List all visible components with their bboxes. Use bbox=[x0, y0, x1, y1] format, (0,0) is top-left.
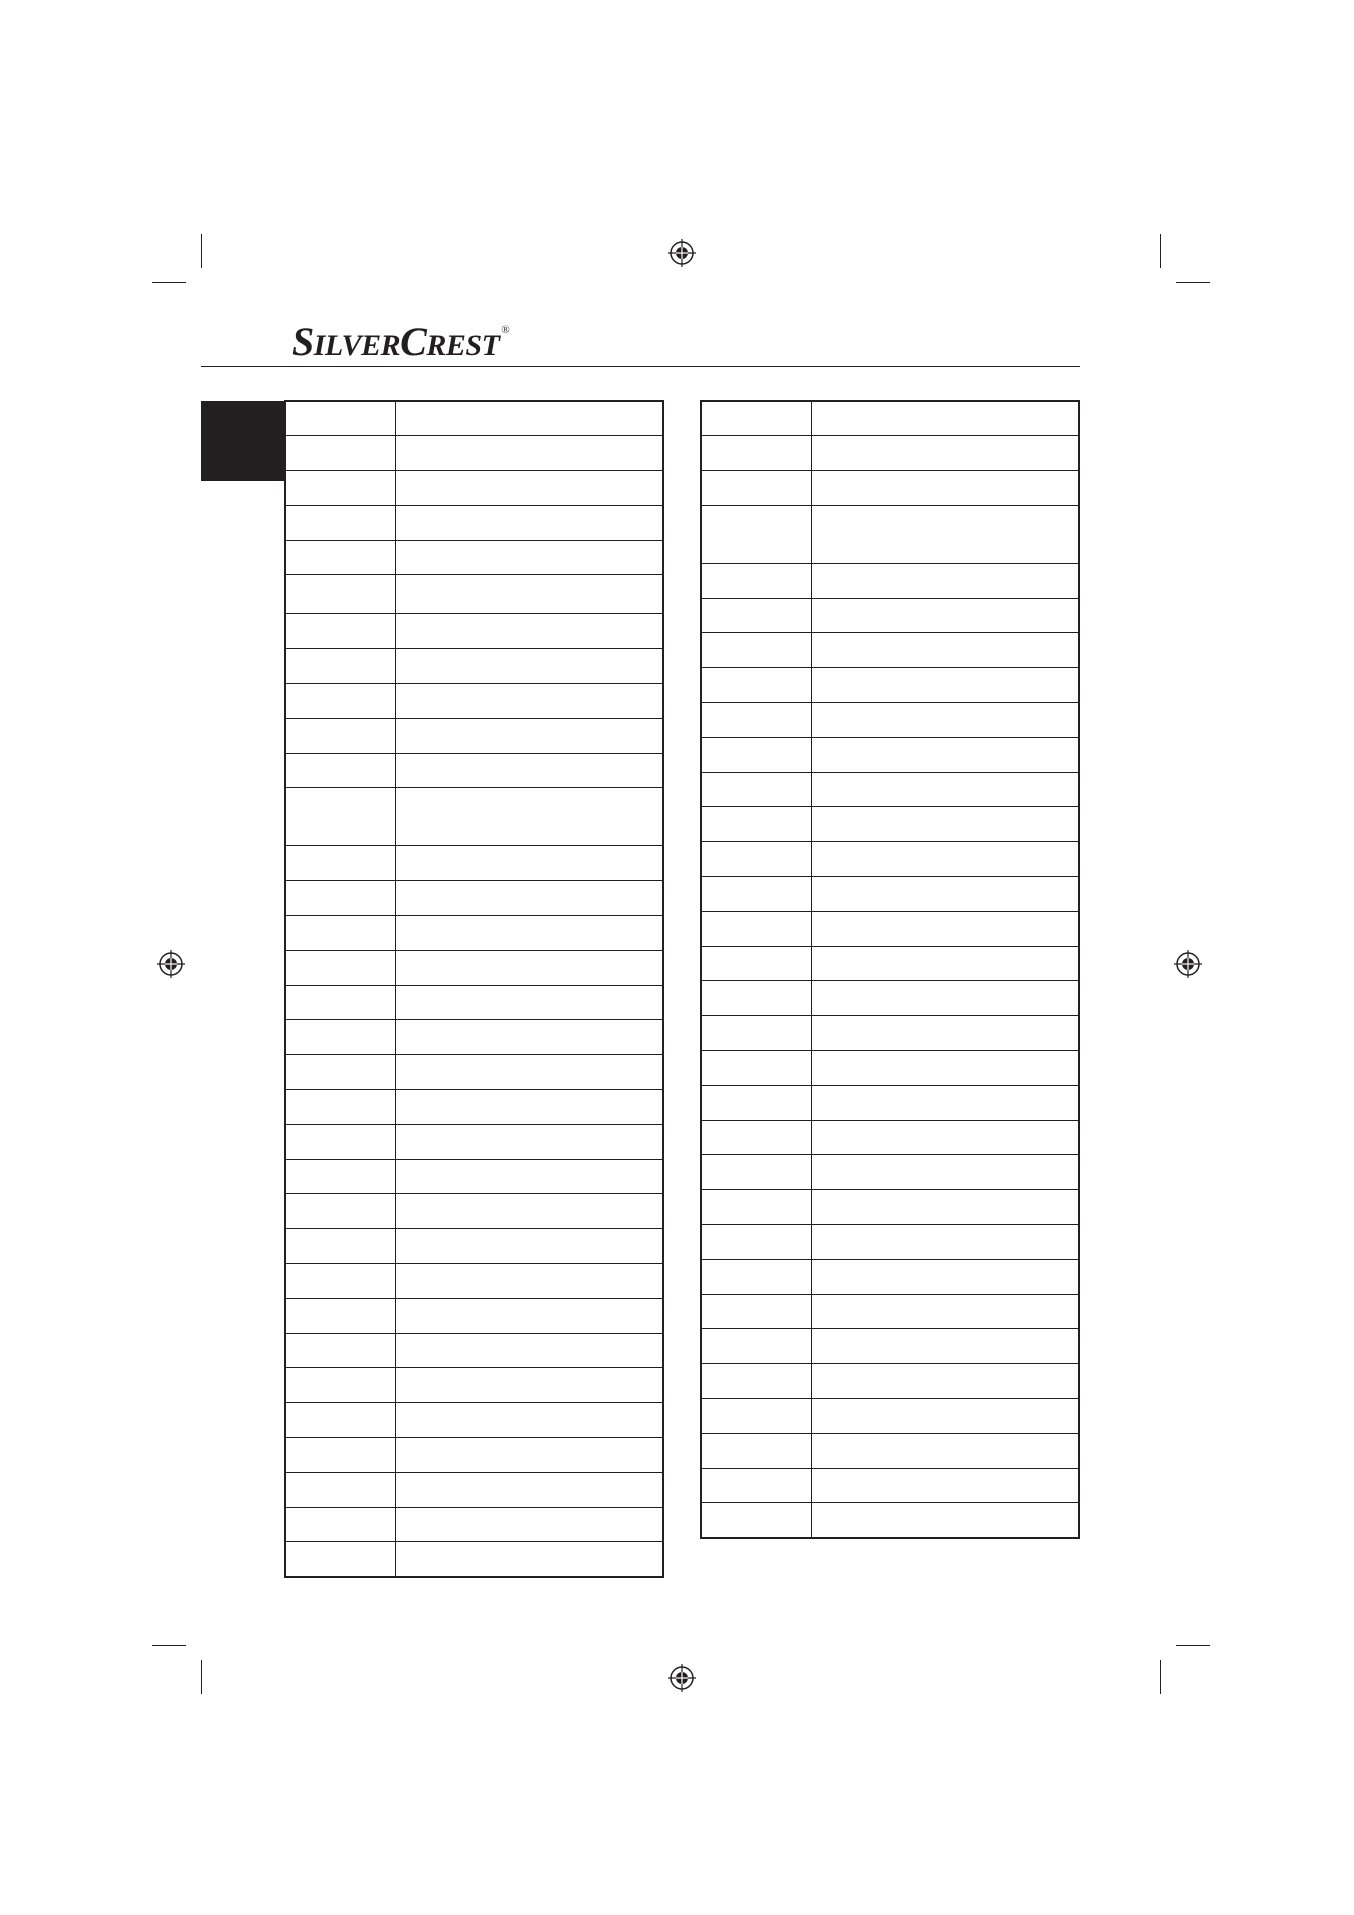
table-row bbox=[285, 436, 663, 471]
label-cell bbox=[396, 846, 664, 881]
label-cell bbox=[396, 505, 664, 540]
label-cell bbox=[396, 614, 664, 649]
label-cell bbox=[396, 1090, 664, 1125]
label-cell bbox=[812, 772, 1080, 807]
crop-mark-bottom-left-h bbox=[152, 1645, 186, 1646]
table-row bbox=[285, 471, 663, 506]
label-cell bbox=[396, 540, 664, 575]
table-row bbox=[285, 1368, 663, 1403]
table-row bbox=[701, 436, 1079, 471]
label-cell bbox=[812, 1503, 1080, 1538]
language-side-tab bbox=[201, 401, 285, 481]
table-row bbox=[701, 1329, 1079, 1364]
code-cell bbox=[701, 737, 812, 772]
code-cell bbox=[701, 598, 812, 633]
header-rule bbox=[201, 366, 1080, 367]
code-cell bbox=[285, 1124, 396, 1159]
crop-mark-bottom-left-v bbox=[201, 1660, 202, 1694]
code-cell bbox=[285, 1333, 396, 1368]
label-cell bbox=[812, 1294, 1080, 1329]
code-cell bbox=[285, 788, 396, 846]
crop-mark-top-right-v bbox=[1160, 234, 1161, 268]
code-cell bbox=[285, 1438, 396, 1473]
table-row bbox=[701, 737, 1079, 772]
label-cell bbox=[812, 1364, 1080, 1399]
table-row bbox=[701, 598, 1079, 633]
code-cell bbox=[285, 401, 396, 436]
label-cell bbox=[812, 1399, 1080, 1434]
registration-mark-top-icon bbox=[667, 238, 697, 268]
code-cell bbox=[285, 471, 396, 506]
table-row bbox=[285, 1055, 663, 1090]
table-row bbox=[701, 1399, 1079, 1434]
label-cell bbox=[812, 401, 1080, 436]
code-cell bbox=[701, 981, 812, 1016]
label-cell bbox=[396, 1229, 664, 1264]
code-cell bbox=[285, 684, 396, 719]
table-row bbox=[285, 916, 663, 951]
code-cell bbox=[701, 703, 812, 738]
label-cell bbox=[812, 1051, 1080, 1086]
label-cell bbox=[396, 985, 664, 1020]
code-cell bbox=[701, 1468, 812, 1503]
table-row bbox=[701, 505, 1079, 563]
table-row bbox=[701, 842, 1079, 877]
table-row bbox=[701, 1085, 1079, 1120]
label-cell bbox=[812, 471, 1080, 506]
label-cell bbox=[812, 1190, 1080, 1225]
registration-mark-right-icon bbox=[1173, 949, 1203, 979]
code-cell bbox=[701, 911, 812, 946]
table-row bbox=[701, 981, 1079, 1016]
label-cell bbox=[396, 1403, 664, 1438]
code-cell bbox=[701, 1155, 812, 1190]
code-cell bbox=[701, 807, 812, 842]
label-cell bbox=[812, 1468, 1080, 1503]
table-row bbox=[701, 1051, 1079, 1086]
code-cell bbox=[701, 1433, 812, 1468]
table-row bbox=[285, 985, 663, 1020]
code-cell bbox=[285, 1472, 396, 1507]
table-row bbox=[701, 911, 1079, 946]
table-row bbox=[701, 1364, 1079, 1399]
table-row bbox=[285, 575, 663, 614]
code-cell bbox=[285, 1229, 396, 1264]
code-cell bbox=[701, 1190, 812, 1225]
table-row bbox=[285, 718, 663, 753]
code-cell bbox=[701, 1294, 812, 1329]
code-cell bbox=[285, 753, 396, 788]
label-cell bbox=[396, 753, 664, 788]
label-cell bbox=[396, 471, 664, 506]
label-cell bbox=[812, 436, 1080, 471]
label-cell bbox=[396, 1542, 664, 1577]
label-cell bbox=[396, 950, 664, 985]
crop-mark-top-left-v bbox=[201, 234, 202, 268]
table-row bbox=[285, 950, 663, 985]
code-cell bbox=[701, 401, 812, 436]
label-cell bbox=[396, 1194, 664, 1229]
code-cell bbox=[701, 1259, 812, 1294]
code-cell bbox=[285, 881, 396, 916]
label-cell bbox=[396, 684, 664, 719]
code-cell bbox=[285, 505, 396, 540]
label-cell bbox=[812, 911, 1080, 946]
code-cell bbox=[285, 950, 396, 985]
table-row bbox=[285, 1333, 663, 1368]
table-row bbox=[285, 1229, 663, 1264]
table-row bbox=[285, 1020, 663, 1055]
table-row bbox=[285, 684, 663, 719]
label-cell bbox=[396, 649, 664, 684]
label-cell bbox=[812, 1433, 1080, 1468]
crop-mark-bottom-right-h bbox=[1176, 1645, 1210, 1646]
code-table-left bbox=[284, 400, 664, 1578]
label-cell bbox=[812, 737, 1080, 772]
table-row bbox=[701, 471, 1079, 506]
label-cell bbox=[396, 1055, 664, 1090]
code-cell bbox=[285, 436, 396, 471]
label-cell bbox=[812, 668, 1080, 703]
code-cell bbox=[701, 471, 812, 506]
table-row bbox=[285, 649, 663, 684]
label-cell bbox=[812, 1016, 1080, 1051]
code-cell bbox=[701, 1120, 812, 1155]
code-cell bbox=[701, 772, 812, 807]
table-row bbox=[285, 881, 663, 916]
code-cell bbox=[285, 1507, 396, 1542]
code-cell bbox=[701, 1399, 812, 1434]
label-cell bbox=[396, 1472, 664, 1507]
label-cell bbox=[396, 1507, 664, 1542]
label-cell bbox=[396, 1264, 664, 1299]
table-row bbox=[701, 1468, 1079, 1503]
code-cell bbox=[701, 633, 812, 668]
table-row bbox=[285, 614, 663, 649]
label-cell bbox=[812, 563, 1080, 598]
label-cell bbox=[396, 1333, 664, 1368]
code-table-right bbox=[700, 400, 1080, 1539]
table-row bbox=[285, 540, 663, 575]
table-row bbox=[285, 1090, 663, 1125]
crop-mark-bottom-right-v bbox=[1160, 1660, 1161, 1694]
code-cell bbox=[285, 1055, 396, 1090]
table-row bbox=[701, 1016, 1079, 1051]
table-row bbox=[701, 401, 1079, 436]
table-row bbox=[701, 1120, 1079, 1155]
table-row bbox=[701, 1503, 1079, 1538]
code-cell bbox=[285, 649, 396, 684]
registered-mark: ® bbox=[501, 324, 510, 336]
table-row bbox=[701, 1155, 1079, 1190]
label-cell bbox=[396, 1159, 664, 1194]
label-cell bbox=[812, 842, 1080, 877]
table-row bbox=[285, 401, 663, 436]
code-cell bbox=[701, 842, 812, 877]
label-cell bbox=[396, 1124, 664, 1159]
label-cell bbox=[812, 598, 1080, 633]
table-row bbox=[285, 1438, 663, 1473]
table-row bbox=[701, 563, 1079, 598]
table-row bbox=[285, 1542, 663, 1577]
code-cell bbox=[285, 846, 396, 881]
label-cell bbox=[396, 916, 664, 951]
label-cell bbox=[396, 436, 664, 471]
code-cell bbox=[701, 436, 812, 471]
code-cell bbox=[701, 1016, 812, 1051]
table-row bbox=[285, 1194, 663, 1229]
label-cell bbox=[396, 1438, 664, 1473]
table-row bbox=[701, 1294, 1079, 1329]
label-cell bbox=[396, 718, 664, 753]
label-cell bbox=[812, 1259, 1080, 1294]
table-row bbox=[285, 1298, 663, 1333]
code-cell bbox=[285, 1264, 396, 1299]
label-cell bbox=[396, 1298, 664, 1333]
code-cell bbox=[701, 1329, 812, 1364]
table-row bbox=[285, 505, 663, 540]
table-row bbox=[701, 1190, 1079, 1225]
code-cell bbox=[285, 1368, 396, 1403]
label-cell bbox=[396, 881, 664, 916]
code-cell bbox=[285, 1403, 396, 1438]
crop-mark-top-right-h bbox=[1176, 282, 1210, 283]
code-cell bbox=[285, 1298, 396, 1333]
label-cell bbox=[812, 877, 1080, 912]
label-cell bbox=[812, 1225, 1080, 1260]
code-cell bbox=[285, 1159, 396, 1194]
label-cell bbox=[812, 505, 1080, 563]
label-cell bbox=[396, 1020, 664, 1055]
table-row bbox=[285, 788, 663, 846]
crop-mark-top-left-h bbox=[152, 282, 186, 283]
table-row bbox=[701, 772, 1079, 807]
code-cell bbox=[701, 1051, 812, 1086]
table-row bbox=[285, 1403, 663, 1438]
table-row bbox=[285, 1124, 663, 1159]
code-cell bbox=[701, 1364, 812, 1399]
table-row bbox=[285, 1264, 663, 1299]
table-row bbox=[285, 1159, 663, 1194]
label-cell bbox=[396, 788, 664, 846]
table-row bbox=[701, 668, 1079, 703]
label-cell bbox=[812, 1120, 1080, 1155]
registration-mark-bottom-icon bbox=[667, 1663, 697, 1693]
label-cell bbox=[396, 575, 664, 614]
table-row bbox=[701, 1259, 1079, 1294]
code-cell bbox=[285, 1194, 396, 1229]
code-cell bbox=[701, 1503, 812, 1538]
label-cell bbox=[812, 1085, 1080, 1120]
code-cell bbox=[285, 985, 396, 1020]
code-cell bbox=[285, 614, 396, 649]
table-row bbox=[701, 703, 1079, 738]
brand-logo: SILVERCREST ® bbox=[292, 319, 510, 364]
code-cell bbox=[285, 916, 396, 951]
code-cell bbox=[701, 877, 812, 912]
label-cell bbox=[812, 807, 1080, 842]
code-cell bbox=[285, 575, 396, 614]
label-cell bbox=[812, 946, 1080, 981]
code-cell bbox=[285, 718, 396, 753]
code-cell bbox=[701, 946, 812, 981]
label-cell bbox=[812, 1329, 1080, 1364]
code-cell bbox=[701, 1085, 812, 1120]
code-cell bbox=[701, 1225, 812, 1260]
registration-mark-left-icon bbox=[156, 949, 186, 979]
code-cell bbox=[701, 668, 812, 703]
code-cell bbox=[701, 505, 812, 563]
table-row bbox=[701, 946, 1079, 981]
label-cell bbox=[396, 401, 664, 436]
label-cell bbox=[396, 1368, 664, 1403]
label-cell bbox=[812, 1155, 1080, 1190]
code-cell bbox=[285, 1542, 396, 1577]
table-row bbox=[701, 1225, 1079, 1260]
label-cell bbox=[812, 981, 1080, 1016]
label-cell bbox=[812, 703, 1080, 738]
code-cell bbox=[285, 1090, 396, 1125]
table-row bbox=[285, 1507, 663, 1542]
code-cell bbox=[285, 1020, 396, 1055]
table-row bbox=[701, 877, 1079, 912]
table-row bbox=[701, 633, 1079, 668]
code-cell bbox=[285, 540, 396, 575]
table-row bbox=[701, 807, 1079, 842]
table-row bbox=[701, 1433, 1079, 1468]
code-cell bbox=[701, 563, 812, 598]
label-cell bbox=[812, 633, 1080, 668]
table-row bbox=[285, 753, 663, 788]
table-row bbox=[285, 1472, 663, 1507]
table-row bbox=[285, 846, 663, 881]
